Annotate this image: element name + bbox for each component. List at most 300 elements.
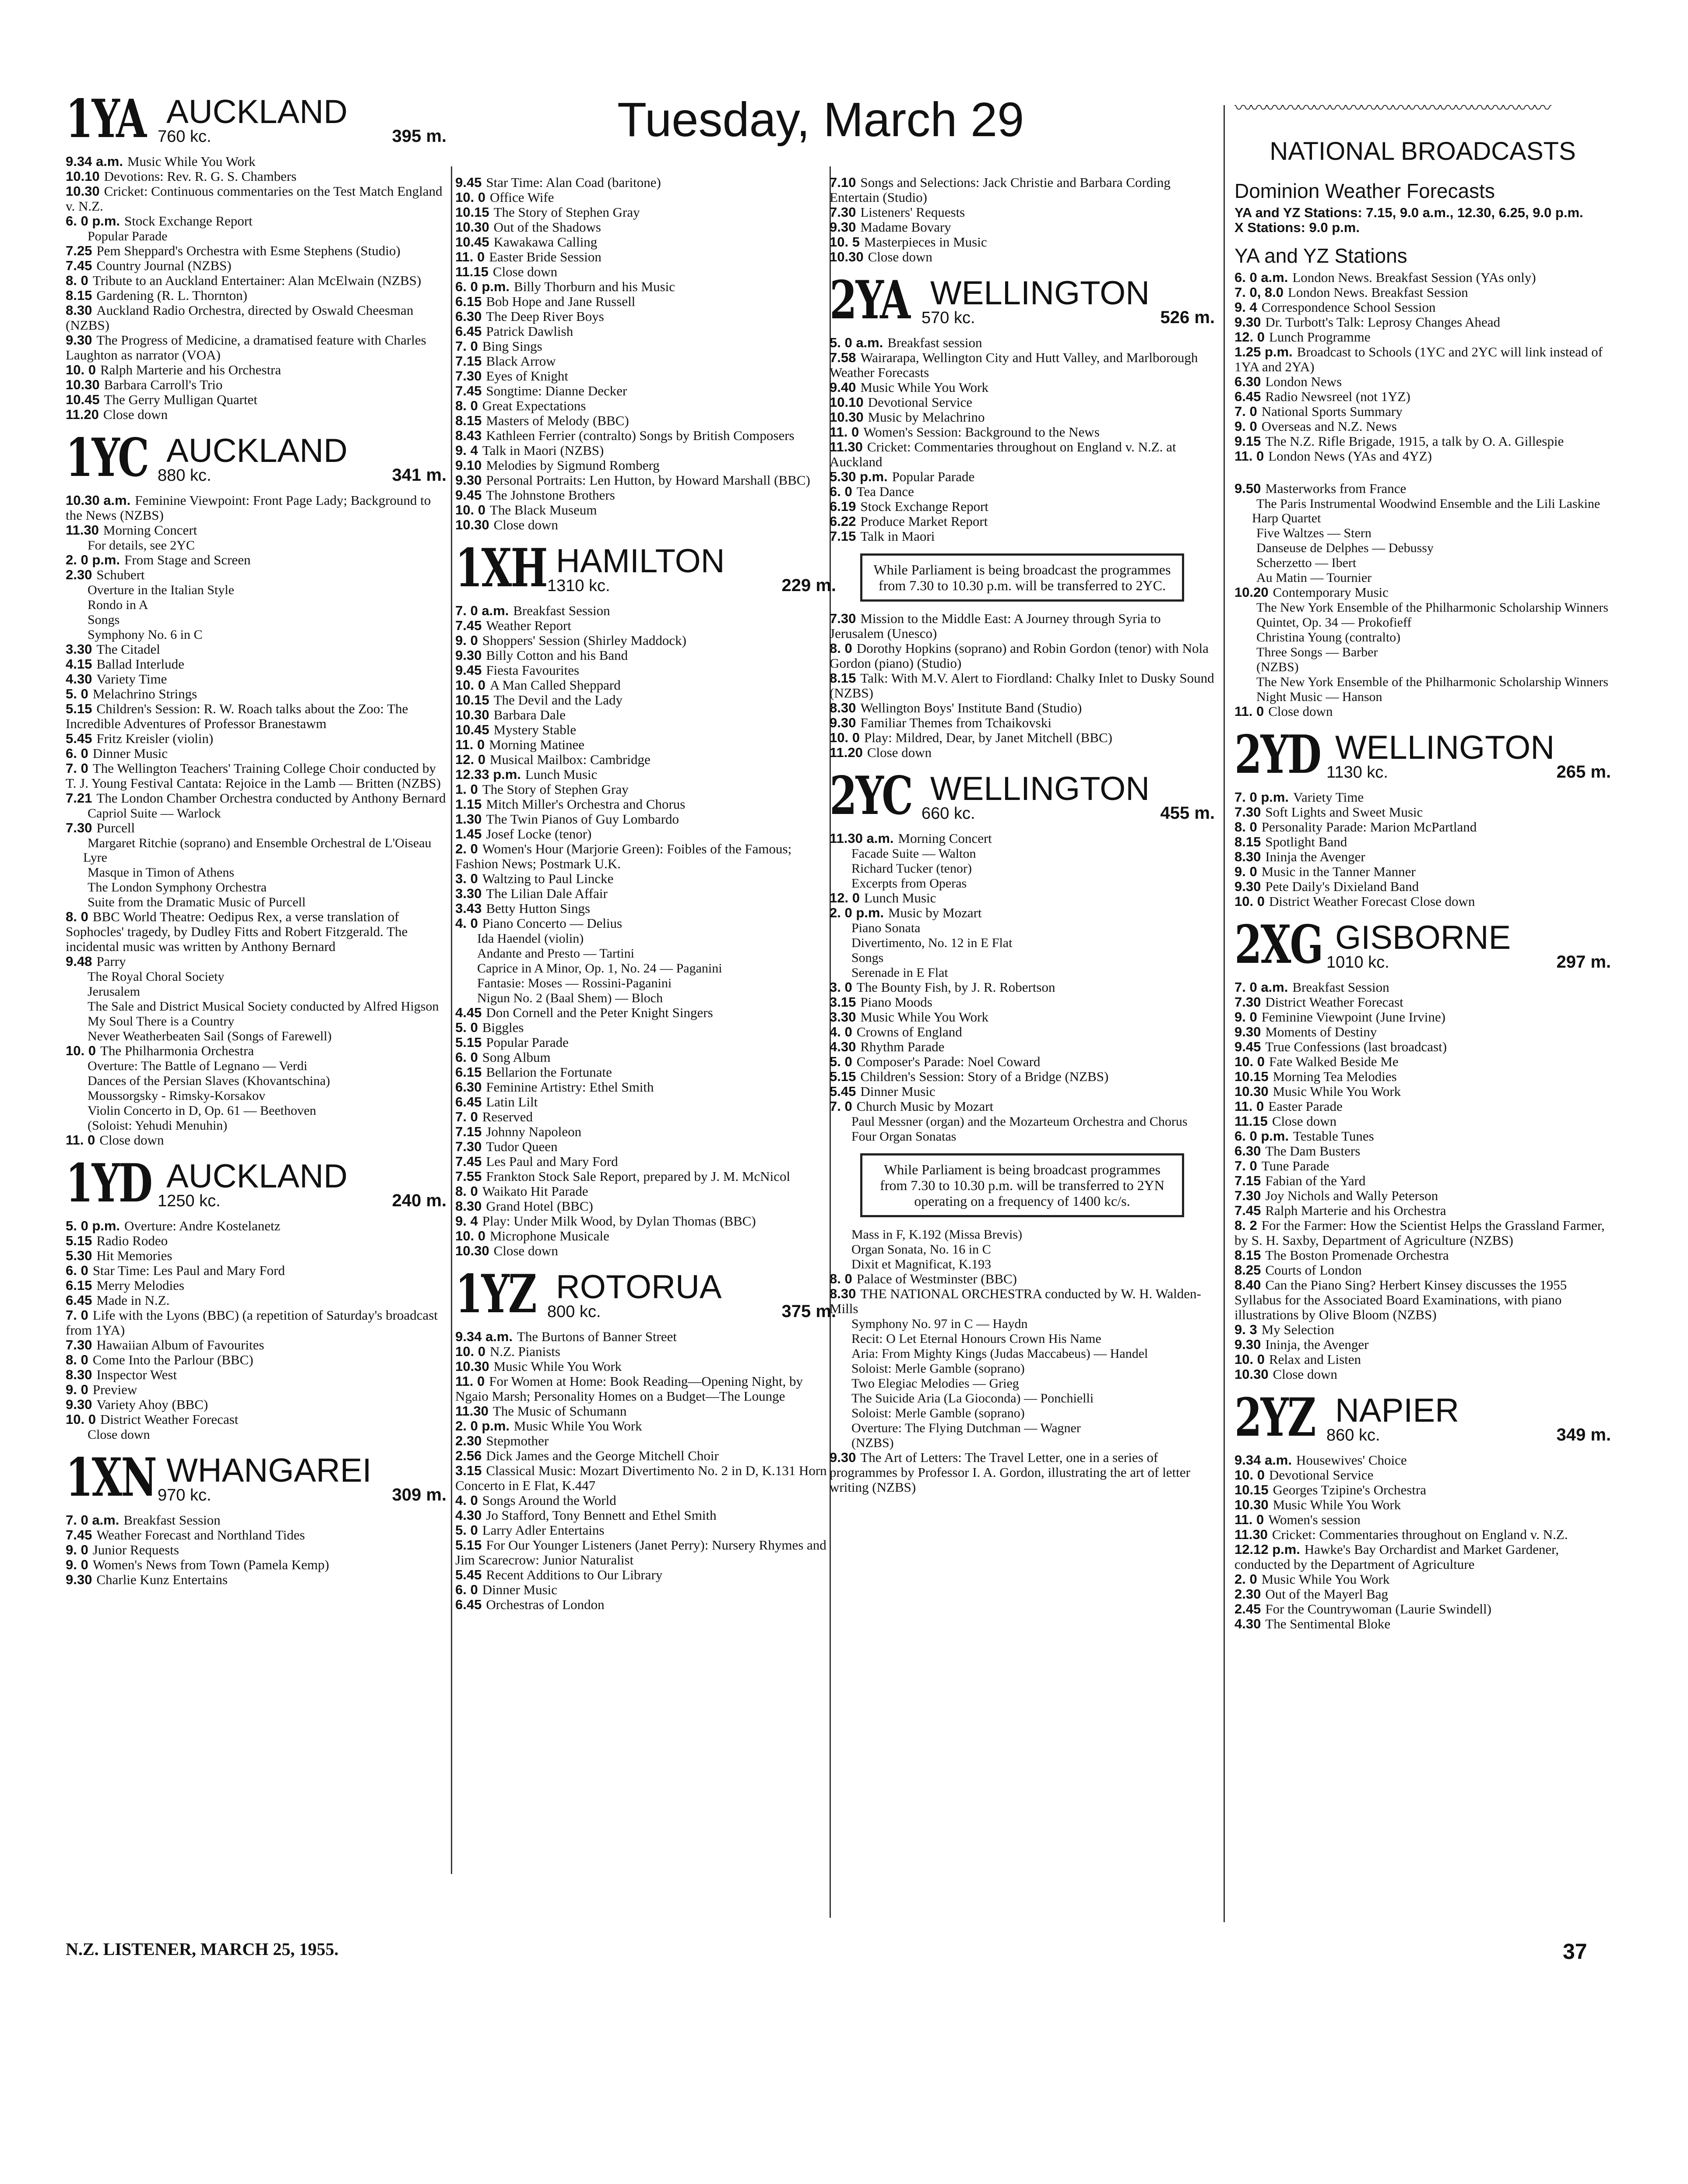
program-entry [455, 1214, 836, 1229]
station-2yd [1234, 724, 1611, 909]
program-title: Ida Haendel (violin) [477, 931, 584, 946]
program-title: Jerusalem [88, 984, 140, 999]
program-title: The Boston Promenade Orchestra [1265, 1247, 1449, 1263]
program-entry [455, 458, 836, 473]
program-time: 10.45 [455, 234, 489, 250]
program-entry [66, 761, 447, 791]
program-title: Ballad Interlude [96, 656, 184, 672]
program-entry [1234, 1010, 1611, 1025]
program-entry [66, 214, 447, 229]
program-entry [830, 920, 1215, 935]
program-entry [66, 1353, 447, 1367]
program-title: Waltzing to Paul Lincke [482, 871, 614, 886]
program-entry [1234, 1602, 1611, 1617]
program-entry [455, 812, 836, 827]
station-header [1234, 1387, 1611, 1448]
program-entry [830, 1242, 1215, 1257]
program-time: 6.30 [455, 1079, 482, 1095]
program-title: Close down [1273, 1367, 1337, 1382]
program-title: Au Matin — Tournier [1256, 571, 1372, 585]
program-entry [455, 384, 836, 398]
program-time: 9.45 [455, 175, 482, 190]
program-time: 7. 0 p.m. [1234, 789, 1289, 805]
program-entry [455, 1229, 836, 1243]
program-entry [66, 1118, 447, 1133]
program-entry [455, 473, 836, 488]
program-title: Divertimento, No. 12 in E Flat [851, 936, 1013, 950]
program-entry [66, 1367, 447, 1382]
program-time: 8. 0 [66, 273, 88, 288]
program-entry [830, 950, 1215, 965]
station-call-sign: 2YC [830, 765, 912, 827]
program-time: 10.10 [66, 169, 100, 184]
program-entry [66, 1513, 447, 1528]
program-title: Star Time: Les Paul and Mary Ford [92, 1263, 285, 1278]
program-title: Mission to the Middle East: A Journey through Syria to Jerusalem (Unesco) [830, 611, 1161, 641]
program-entry [66, 1278, 447, 1293]
program-entry [830, 1129, 1215, 1144]
program-entry [66, 1397, 447, 1412]
program-time: 11.30 [830, 439, 863, 454]
program-time: 10. 0 [1234, 1352, 1265, 1367]
program-entry [830, 1286, 1215, 1316]
program-entry [830, 410, 1215, 425]
program-time: 10.45 [66, 392, 100, 407]
program-time: 7. 0 [1234, 404, 1257, 419]
station-header [66, 1152, 447, 1214]
program-title: Crowns of England [856, 1024, 962, 1039]
program-entry [830, 1010, 1215, 1025]
program-entry [1234, 645, 1611, 659]
program-entry [66, 1263, 447, 1278]
program-time: 2. 0 p.m. [66, 552, 120, 567]
station-call-sign: 1YA [66, 88, 145, 150]
station-1xh [455, 537, 836, 1258]
program-title: Songs [851, 951, 884, 965]
program-entry [455, 1124, 836, 1139]
program-title: Night Music — Hanson [1256, 690, 1382, 704]
station-city: WELLINGTON [930, 770, 1150, 807]
program-time: 7. 0 [830, 1099, 852, 1114]
program-title: Recit: O Let Eternal Honours Crown His Name [851, 1332, 1101, 1346]
program-time: 4.15 [66, 656, 92, 672]
program-title: THE NATIONAL ORCHESTRA conducted by W. H. Walden-Mills [830, 1286, 1201, 1316]
program-title: London News. Breakfast Session [1288, 285, 1468, 300]
program-entry [66, 672, 447, 687]
program-entry [830, 529, 1215, 544]
station-frequency: 760 kc. [158, 127, 211, 146]
program-time: 12. 0 [455, 752, 485, 767]
program-entry [455, 1154, 836, 1169]
program-time: 9. 0 [1234, 864, 1257, 879]
program-time: 7.30 [455, 368, 482, 384]
program-entry [830, 1054, 1215, 1069]
program-time: 7.21 [66, 790, 92, 806]
weather-line-2: X Stations: 9.0 p.m. [1234, 220, 1360, 235]
program-entry [1234, 1352, 1611, 1367]
program-entry [66, 229, 447, 243]
program-title: Overture: The Flying Dutchman — Wagner [851, 1421, 1081, 1435]
program-time: 9. 0 [66, 1557, 88, 1572]
program-entry [830, 611, 1215, 641]
program-time: 7.45 [66, 1527, 92, 1543]
program-entry [66, 1338, 447, 1353]
program-title: For details, see 2YC [88, 538, 195, 553]
program-title: Scherzetto — Ibert [1256, 556, 1357, 570]
ya-yz-list [1234, 270, 1611, 464]
program-time: 6. 0 [66, 746, 88, 761]
program-entry [455, 235, 836, 250]
station-wavelength: 349 m. [1556, 1425, 1611, 1444]
program-title: Joy Nichols and Wally Peterson [1265, 1188, 1438, 1203]
program-time: 11.15 [1234, 1113, 1268, 1129]
program-entry [455, 961, 836, 976]
program-time: 7.15 [830, 528, 856, 544]
program-time: 4.30 [830, 1039, 856, 1054]
station-header [66, 88, 447, 150]
program-entry [830, 1316, 1215, 1331]
wavy-rule: 〰〰〰〰〰〰〰〰〰〰〰〰〰〰〰〰〰〰〰〰 [1234, 98, 1550, 118]
program-entry [830, 484, 1215, 499]
program-title: Music While You Work [1273, 1497, 1401, 1512]
program-title: The Progress of Medicine, a dramatised feature with Charles Laughton as narrator (VOA) [66, 332, 426, 363]
program-title: Musical Mailbox: Cambridge [489, 752, 651, 767]
program-title: The Devil and the Lady [493, 692, 622, 708]
program-title: Piano Sonata [851, 921, 921, 935]
program-time: 8. 0 [830, 641, 852, 656]
program-time: 5.15 [66, 1233, 92, 1248]
program-title: (Soloist: Yehudi Menuhin) [88, 1118, 228, 1133]
station-1xn [66, 1447, 447, 1587]
program-title: Masterpieces in Music [864, 234, 987, 250]
program-time: 1. 0 [455, 782, 478, 797]
station-call-sign: 2YA [830, 269, 909, 331]
program-time: 6. 0 a.m. [1234, 270, 1288, 285]
program-title: Violin Concerto in D, Op. 61 — Beethoven [88, 1103, 316, 1118]
program-entry [1234, 481, 1611, 496]
program-time: 7.58 [830, 350, 856, 365]
program-entry [1234, 1367, 1611, 1382]
program-time: 9.30 [1234, 1337, 1261, 1352]
station-wavelength: 309 m. [392, 1485, 447, 1504]
program-title: Variety Ahoy (BBC) [96, 1397, 208, 1412]
program-entry [455, 324, 836, 339]
program-entry [455, 767, 836, 782]
program-time: 4. 0 [455, 916, 478, 931]
program-time: 5.30 [66, 1248, 92, 1263]
program-title: Billy Thorburn and his Music [514, 279, 675, 294]
program-entry [830, 395, 1215, 410]
program-entry [1234, 864, 1611, 879]
program-entry [1234, 1218, 1611, 1248]
program-title: Women's Hour (Marjorie Green): Foibles of the Famous; Fashion News; Postmark U.K. [455, 841, 792, 871]
program-time: 7.45 [66, 258, 92, 273]
program-title: Broadcast to Schools (1YC and 2YC will link instead of 1YA and 2YA) [1234, 344, 1603, 374]
program-time: 3.30 [830, 1009, 856, 1025]
program-entry [455, 797, 836, 812]
program-title: The Music of Schumann [492, 1403, 627, 1419]
program-entry [66, 1014, 447, 1029]
program-time: 6. 0 p.m. [66, 213, 120, 229]
station-header [1234, 914, 1611, 976]
program-entry [1234, 585, 1611, 600]
program-time: 11.20 [66, 407, 99, 422]
program-title: For Our Younger Listeners (Janet Perry): Nursery Rhymes and Jim Scarecrow: Junior Naturalist [455, 1537, 826, 1568]
program-title: Frankton Stock Sale Report, prepared by J. M. McNicol [486, 1169, 791, 1184]
program-time: 9.30 [1234, 1024, 1261, 1039]
station-header [455, 1263, 836, 1325]
program-time: 7. 0 [66, 761, 88, 776]
page-number: 37 [1563, 1939, 1587, 1964]
program-title: Dinner Music [860, 1084, 935, 1099]
program-title: Weather Forecast and Northland Tides [96, 1527, 305, 1543]
program-entry [66, 273, 447, 288]
program-entry [1234, 1129, 1611, 1144]
program-time: 9.40 [830, 380, 856, 395]
program-entry [830, 1272, 1215, 1286]
program-entry [66, 627, 447, 642]
program-title: Women's News from Town (Pamela Kemp) [92, 1557, 329, 1572]
station-wavelength: 297 m. [1556, 952, 1611, 972]
program-entry [455, 1020, 836, 1035]
program-title: Devotional Service [868, 395, 973, 410]
program-time: 6.22 [830, 514, 856, 529]
program-entry [1234, 345, 1611, 374]
program-time: 6.45 [455, 1597, 482, 1612]
program-entry [455, 678, 836, 693]
program-title: Produce Market Report [860, 514, 988, 529]
program-entry [1234, 449, 1611, 464]
program-entry [66, 1308, 447, 1338]
program-time: 10.30 [455, 517, 489, 532]
1yz-continued [830, 175, 1215, 264]
program-entry [1234, 1572, 1611, 1587]
program-time: 2.30 [66, 567, 92, 582]
program-entry [455, 1243, 836, 1258]
program-title: The Burtons of Banner Street [517, 1329, 677, 1344]
program-title: Correspondence School Session [1261, 299, 1436, 315]
program-entry [830, 876, 1215, 891]
program-title: Play: Mildred, Dear, by Janet Mitchell (BBC) [864, 730, 1112, 745]
program-entry [455, 413, 836, 428]
program-time: 1.15 [455, 796, 482, 812]
program-title: Kawakawa Calling [493, 234, 598, 250]
program-time: 9.50 [1234, 481, 1261, 496]
program-entry [1234, 674, 1611, 689]
program-entry [830, 175, 1215, 205]
program-title: For the Countrywoman (Laurie Swindell) [1265, 1601, 1491, 1617]
program-title: The Wellington Teachers' Training College Choir conducted by T. J. Young Festival Cantata: Rejoice in the Lamb — Britten (NZBS) [66, 761, 441, 791]
program-entry [830, 440, 1215, 469]
program-entry [66, 642, 447, 657]
program-time: 11. 0 [455, 1374, 485, 1389]
program-title: Dinner Music [482, 1582, 558, 1597]
station-city: GISBORNE [1335, 919, 1511, 956]
program-title: Facade Suite — Walton [851, 846, 976, 861]
program-title: Children's Session: R. W. Roach talks about the Zoo: The Incredible Adventures of Professor Branestawm [66, 701, 408, 731]
station-wavelength: 240 m. [392, 1191, 447, 1210]
program-title: (NZBS) [1256, 660, 1299, 674]
program-time: 8.43 [455, 428, 482, 443]
program-title: Piano Moods [860, 994, 932, 1010]
program-entry [455, 1448, 836, 1463]
program-title: Easter Bride Session [489, 249, 601, 264]
program-title: Don Cornell and the Peter Knight Singers [486, 1005, 713, 1020]
program-entry [66, 1088, 447, 1103]
program-entry [455, 369, 836, 384]
program-time: 7.30 [1234, 804, 1261, 820]
program-title: Moussorgsky - Rimsky-Korsakov [88, 1088, 266, 1103]
station-frequency: 1010 kc. [1326, 953, 1389, 972]
program-time: 7.30 [830, 611, 856, 626]
program-time: 10. 0 [66, 1043, 96, 1058]
program-entry [1234, 1278, 1611, 1322]
program-title: Breakfast Session [513, 603, 610, 618]
program-entry [830, 1391, 1215, 1406]
program-entry [1234, 995, 1611, 1010]
program-title: Grand Hotel (BBC) [486, 1198, 593, 1214]
program-title: Personality Parade: Marion McPartland [1261, 819, 1477, 835]
program-time: 7.25 [66, 243, 92, 258]
program-entry [1234, 434, 1611, 449]
program-title: Ralph Marterie and his Orchestra [100, 362, 281, 377]
program-entry [455, 1095, 836, 1110]
program-entry [66, 1029, 447, 1043]
program-entry [66, 567, 447, 582]
program-time: 7. 0 [1234, 1158, 1257, 1173]
program-title: The Story of Stephen Gray [493, 204, 640, 220]
2ya-evening [830, 611, 1215, 760]
station-frequency: 1250 kc. [158, 1192, 221, 1210]
program-entry [455, 1065, 836, 1080]
program-title: Nigun No. 2 (Baal Shem) — Bloch [477, 991, 663, 1005]
program-entry [830, 1376, 1215, 1391]
program-title: Stepmother [486, 1433, 549, 1448]
program-title: Breakfast session [887, 335, 982, 350]
program-title: Contemporary Music [1273, 585, 1389, 600]
program-entry [455, 1538, 836, 1568]
program-entry [455, 1139, 836, 1154]
program-title: Hawaiian Album of Favourites [96, 1337, 264, 1353]
program-entry [455, 1404, 836, 1419]
program-title: Housewives' Choice [1296, 1452, 1407, 1468]
program-time: 7.30 [830, 204, 856, 220]
program-title: The Bounty Fish, by J. R. Robertson [856, 979, 1055, 995]
program-title: Reserved [482, 1109, 533, 1124]
station-frequency: 970 kc. [158, 1486, 211, 1504]
program-time: 6. 0 p.m. [455, 279, 510, 294]
station-wavelength: 375 m. [781, 1302, 836, 1321]
program-time: 11.30 [66, 522, 99, 538]
station-city: WELLINGTON [1335, 729, 1555, 766]
program-entry [455, 1169, 836, 1184]
program-title: Wellington Boys' Institute Band (Studio) [860, 700, 1082, 715]
program-time: 9. 0 [1234, 419, 1257, 434]
1xn-continued [455, 175, 836, 532]
program-entry [830, 1084, 1215, 1099]
station-header [830, 765, 1215, 827]
program-entry [830, 205, 1215, 220]
station-wavelength: 395 m. [392, 127, 447, 146]
program-entry [1234, 404, 1611, 419]
program-title: Serenade in E Flat [851, 965, 948, 980]
program-entry [1234, 630, 1611, 645]
program-entry [1234, 1322, 1611, 1337]
program-entry [455, 1050, 836, 1065]
program-time: 5.15 [455, 1035, 482, 1050]
program-title: Three Songs — Barber [1256, 645, 1378, 659]
program-title: Larry Adler Entertains [482, 1522, 605, 1538]
program-title: Gardening (R. L. Thornton) [96, 288, 248, 303]
program-entry [66, 1248, 447, 1263]
program-title: Organ Sonata, No. 16 in C [851, 1242, 991, 1257]
station-frequency: 880 kc. [158, 466, 211, 485]
program-time: 8. 0 [830, 1271, 852, 1286]
program-time: 10.10 [830, 395, 864, 410]
program-title: The Dam Busters [1265, 1143, 1361, 1159]
program-entry [1234, 389, 1611, 404]
program-entry [66, 1427, 447, 1442]
program-entry [1234, 1159, 1611, 1173]
program-title: Music While You Work [860, 1009, 988, 1025]
program-entry [455, 722, 836, 737]
program-entry [66, 999, 447, 1014]
program-title: Testable Tunes [1293, 1128, 1374, 1144]
program-time: 8.30 [455, 1198, 482, 1214]
program-title: Soft Lights and Sweet Music [1265, 804, 1423, 820]
program-entry [1234, 1084, 1611, 1099]
program-entry [830, 1420, 1215, 1435]
parliament-notice-2yc: While Parliament is being broadcast programmes from 7.30 to 10.30 p.m. will be transferred to 2YN operating on a frequency of 1400 kc/s. [860, 1153, 1184, 1217]
program-title: The Black Museum [489, 502, 597, 518]
program-entry [830, 641, 1215, 671]
program-time: 8. 0 [455, 1184, 478, 1199]
program-time: 7.15 [455, 1124, 482, 1139]
program-time: 7.10 [830, 175, 856, 190]
program-time: 10. 0 [1234, 894, 1265, 909]
program-title: Georges Tzipine's Orchestra [1273, 1482, 1427, 1497]
program-entry [830, 469, 1215, 484]
station-city: HAMILTON [556, 542, 725, 580]
program-title: Feminine Viewpoint: Front Page Lady; Background to the News (NZBS) [66, 493, 431, 523]
program-entry [830, 380, 1215, 395]
program-time: 8.15 [1234, 834, 1261, 849]
program-title: Tribute to an Auckland Entertainer: Alan McElwain (NZBS) [92, 273, 422, 288]
program-time: 11. 0 [455, 737, 485, 752]
program-title: Ralph Marterie and his Orchestra [1265, 1203, 1446, 1218]
program-time: 8.40 [1234, 1277, 1261, 1293]
program-title: Moments of Destiny [1265, 1024, 1377, 1039]
program-time: 9.10 [455, 458, 482, 473]
program-time: 4. 0 [830, 1024, 852, 1039]
program-title: Pem Sheppard's Orchestra with Esme Stephens (Studio) [96, 243, 401, 258]
program-title: My Soul There is a Country [88, 1014, 235, 1029]
program-time: 7.30 [455, 1139, 482, 1154]
program-time: 4.30 [1234, 1616, 1261, 1631]
program-time: 9. 0 [1234, 1009, 1257, 1025]
program-time: 9. 4 [1234, 299, 1257, 315]
program-entry [66, 288, 447, 303]
program-entry [455, 946, 836, 961]
program-entry [1234, 555, 1611, 570]
program-entry [455, 220, 836, 235]
program-title: Madame Bovary [860, 219, 951, 235]
program-time: 4.30 [455, 1508, 482, 1523]
program-entry [830, 1039, 1215, 1054]
program-time: 9.45 [455, 662, 482, 678]
weather-heading: Dominion Weather Forecasts [1234, 180, 1495, 202]
program-time: 10. 0 [1234, 1467, 1265, 1483]
